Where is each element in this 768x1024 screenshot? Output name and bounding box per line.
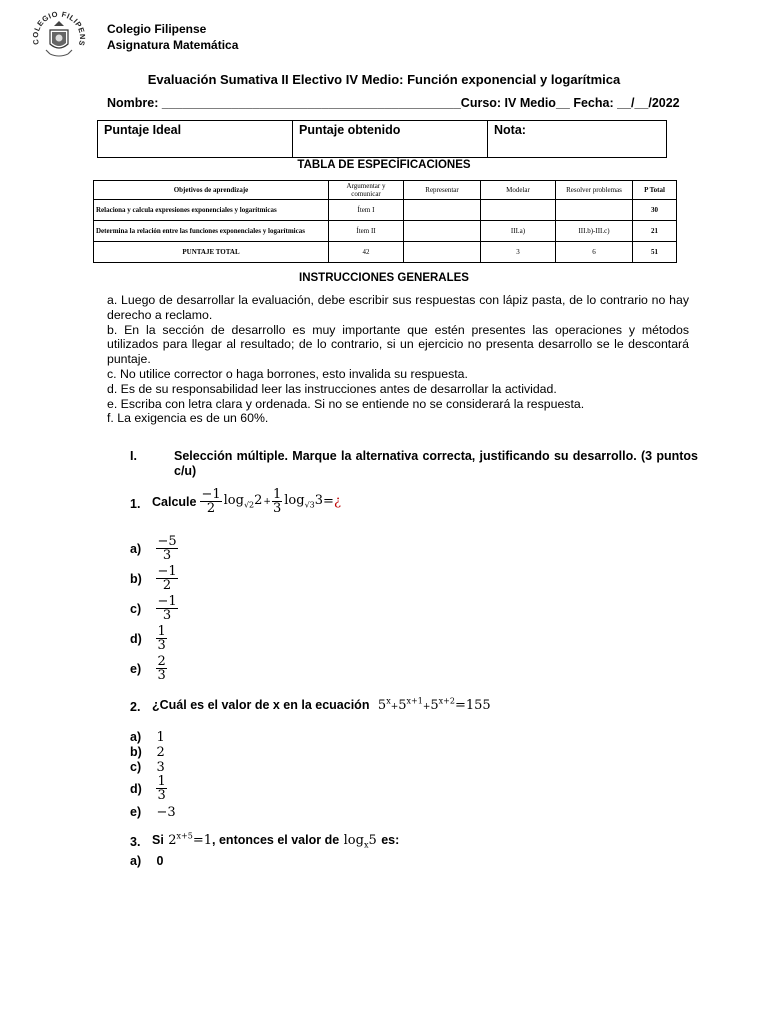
instruction-item: b. En la sección de desarrollo es muy importante que estén presentes las operaciones y métodos utilizados para llegar al resultado; de lo contrario, si un ejercicio no presenta desarrollo se le descontará puntaje. [107, 322, 689, 367]
question-1-prompt: Calcule [152, 494, 197, 509]
fraction: $\frac{1}{3}$ [272, 487, 282, 516]
spec-cell: Relaciona y calcula expresiones exponenciales y logarítmicas [94, 200, 329, 221]
answer-option[interactable]: b) 2 [130, 745, 165, 760]
answer-option[interactable]: c) $\frac{-1}{3}$ [130, 594, 177, 623]
answer-option[interactable]: a) $\frac{-5}{3}$ [130, 534, 177, 563]
spec-cell: Determina la relación entre las funciones exponenciales y logarítmicas [94, 221, 329, 242]
svg-text:COLEGIO FILIPENSE: COLEGIO FILIPENS [30, 9, 88, 48]
answer-option[interactable]: d) $\frac{1}{3}$ [130, 774, 166, 803]
question-1-expression: Calcule $\frac{-1}{2}$ $\log_{√2}2$ + $\frac{1}{3}$ $\log_{√3}3$ = ¿ [152, 487, 341, 516]
spec-cell [556, 200, 633, 221]
question-1-number: 1. [130, 497, 141, 511]
log-term: $\log_{√3}3$ [284, 493, 324, 510]
spec-cell: 42 [329, 242, 404, 263]
obtained-score-cell: Puntaje obtenido [293, 121, 488, 158]
spec-cell: III.a) [481, 221, 556, 242]
question-2-number: 2. [130, 700, 141, 714]
spec-table-title: TABLA DE ESPECÍFICACIONES [297, 159, 471, 171]
grade-cell: Nota: [488, 121, 667, 158]
unknown-symbol: ¿ [333, 494, 341, 509]
spec-header-cell: Representar [404, 181, 481, 200]
answer-option[interactable]: e) $\frac{2}{3}$ [130, 654, 166, 683]
ideal-score-cell: Puntaje Ideal [98, 121, 293, 158]
score-box [97, 120, 667, 158]
instruction-item: c. No utilice corrector o haga borrones, esto invalida su respuesta. [107, 366, 468, 381]
instruction-item: e. Escriba con letra clara y ordenada. Si no se entiende no se considerará la respuesta. [107, 396, 585, 411]
section-instructions: Selección múltiple. Marque la alternativa correcta, justificando su desarrollo. (3 puntos c/u) [174, 449, 698, 478]
fraction: $\frac{-1}{2}$ [201, 487, 221, 516]
spec-cell [404, 242, 481, 263]
question-2-prompt: ¿Cuál es el valor de x en la ecuación [152, 698, 370, 712]
fraction: $\frac{-1}{2}$ [157, 564, 177, 593]
school-seal-logo [30, 8, 88, 66]
fraction: $\frac{-1}{3}$ [157, 594, 177, 623]
fraction: $\frac{-5}{3}$ [157, 534, 177, 563]
spec-header-row [94, 181, 677, 200]
spec-cell [404, 221, 481, 242]
spec-table [93, 180, 677, 263]
spec-row [94, 242, 677, 263]
spec-cell [481, 200, 556, 221]
spec-cell: 3 [481, 242, 556, 263]
spec-header-cell: Resolver problemas [556, 181, 633, 200]
spec-cell: Ítem I [329, 200, 404, 221]
answer-option[interactable]: a) 0 [130, 854, 164, 868]
spec-header-cell: Objetivos de aprendizaje [94, 181, 329, 200]
question-3-number: 3. [130, 835, 141, 849]
answer-option[interactable]: b) $\frac{-1}{2}$ [130, 564, 177, 593]
spec-cell: 30 [633, 200, 677, 221]
answer-option[interactable]: a) 1 [130, 730, 165, 745]
spec-cell: 51 [633, 242, 677, 263]
instruction-item: a. Luego de desarrollar la evaluación, debe escribir sus respuestas con lápiz pasta, de lo contrario no hay derecho a reclamo. [107, 293, 689, 322]
spec-header-cell: P Total [633, 181, 677, 200]
student-info-line: Nombre: ___________________________________________Curso: IV Medio__ Fecha: __/__/2022 [107, 96, 680, 110]
instructions-title: INSTRUCCIONES GENERALES [299, 272, 469, 284]
fraction: $\frac{2}{3}$ [157, 654, 166, 683]
answer-option[interactable]: e) −3 [130, 805, 176, 820]
question-3-expression: Si $2^{x+5}=1$, entonces el valor de $\log_x5$ es: [152, 831, 400, 850]
spec-cell: PUNTAJE TOTAL [94, 242, 329, 263]
equation: $2^{x+5}=1$ [168, 831, 213, 848]
spec-cell [404, 200, 481, 221]
log-term: $\log_{√2}2$ [223, 493, 263, 510]
fraction: $\frac{1}{3}$ [157, 774, 166, 803]
instruction-item: d. Es de su responsabilidad leer las instrucciones antes de desarrollar la actividad. [107, 381, 557, 396]
spec-cell: 6 [556, 242, 633, 263]
question-2-expression [152, 696, 491, 714]
equation: $5^x+5^{x+1}+5^{x+2}=155$ [377, 696, 491, 713]
spec-cell: 21 [633, 221, 677, 242]
school-name: Colegio Filipense [107, 22, 207, 36]
spec-header-cell: Modelar [481, 181, 556, 200]
instruction-item: f. La exigencia es de un 60%. [107, 411, 269, 426]
instructions-list [107, 293, 689, 426]
spec-cell: Ítem II [329, 221, 404, 242]
subject-name: Asignatura Matemática [107, 38, 239, 52]
fraction: $\frac{1}{3}$ [157, 624, 166, 653]
spec-cell: III.b)-III.c) [556, 221, 633, 242]
spec-header-cell: Argumentar y comunicar [329, 181, 404, 200]
answer-option[interactable]: c) 3 [130, 760, 165, 775]
exam-title: Evaluación Sumativa II Electivo IV Medio: Función exponencial y logarítmica [147, 72, 621, 87]
section-numeral: I. [130, 449, 137, 463]
spec-row [94, 221, 677, 242]
log-term: $\log_x5$ [343, 833, 377, 850]
answer-option[interactable]: d) $\frac{1}{3}$ [130, 624, 166, 653]
spec-row [94, 200, 677, 221]
